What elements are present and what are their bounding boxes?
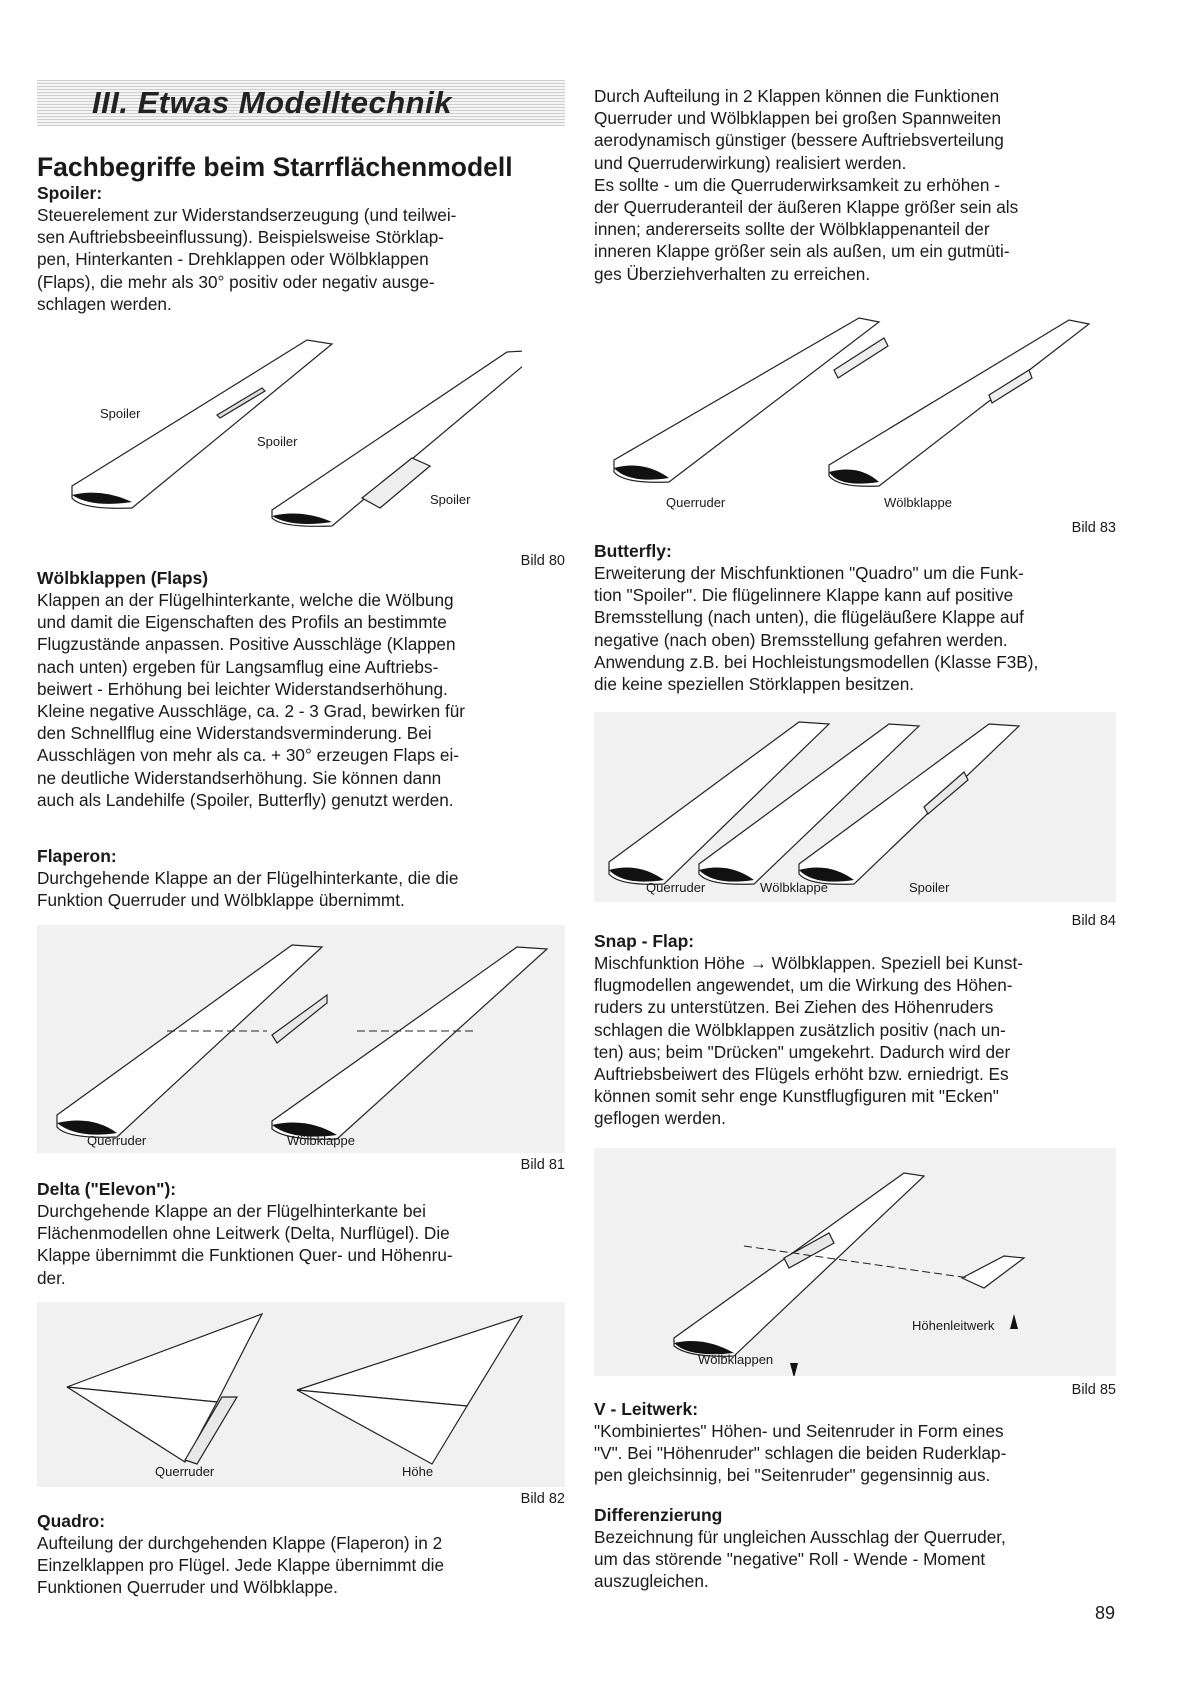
figure-81-drawing xyxy=(37,925,565,1153)
figure-84 xyxy=(594,712,1116,902)
chapter-banner xyxy=(37,80,565,126)
section-snapflap xyxy=(594,930,1116,1130)
arrow-down-icon xyxy=(790,1363,798,1376)
fig80-label-2: Spoiler xyxy=(257,434,298,449)
section-intro xyxy=(594,85,1116,285)
heading-delta: Delta ("Elevon"): xyxy=(37,1179,177,1199)
fig82-label-1: Querruder xyxy=(155,1464,215,1479)
arrow-up-icon xyxy=(1010,1314,1018,1329)
figure-83 xyxy=(594,300,1116,515)
section-butterfly xyxy=(594,540,1116,695)
fig84-label-1: Querruder xyxy=(646,880,706,895)
bild-80: Bild 80 xyxy=(520,553,565,569)
heading-flaps: Wölbklappen (Flaps) xyxy=(37,568,209,588)
heading-quadro: Quadro: xyxy=(37,1511,106,1531)
heading-vleitwerk: V - Leitwerk: xyxy=(594,1399,699,1419)
fig82-label-2: Höhe xyxy=(402,1464,434,1479)
section-flaperon xyxy=(37,845,565,911)
text-flaperon: Durchgehende Klappe an der Flügelhinterkante, die die Funktion Querruder und Wölbklappe übernimmt. xyxy=(37,868,459,911)
figure-85-drawing xyxy=(594,1148,1116,1376)
text-differenzierung: Bezeichnung für ungleichen Ausschlag der Querruder, um das störende "negative" Roll - Wende - Moment auszugleichen. xyxy=(594,1527,1006,1592)
bild-85: Bild 85 xyxy=(1071,1382,1116,1398)
fig83-label-1: Querruder xyxy=(666,495,726,510)
bild-83: Bild 83 xyxy=(1071,520,1116,536)
figure-82-drawing xyxy=(37,1302,565,1487)
figure-82 xyxy=(37,1302,565,1487)
section-vleitwerk xyxy=(594,1398,1116,1487)
text-spoiler: Steuerelement zur Widerstandserzeugung (und teilwei- sen Auftriebsbeeinflussung). Beispielsweise Störklap- pen, Hinterkanten - Drehklappen oder Wölbklappen (Flaps), die mehr als 30° positiv oder negativ ausge- schlagen werden. xyxy=(37,205,457,314)
bild-82: Bild 82 xyxy=(520,1491,565,1507)
text-intro: Durch Aufteilung in 2 Klappen können die Funktionen Querruder und Wölbklappen bei großen Spannweiten aerodynamisch günstiger (bessere Auftriebsverteilung und Querruderwirkung) realisiert werden. Es sollte - um die Querruderwirksamkeit zu erhöhen - der Querruderanteil der äußeren Klappe größer sein als innen; andererseits sollte der Wölbklappenanteil der inneren Klappe größer sein als außen, um ein gutmüti- ges Überziehverhalten zu erreichen. xyxy=(594,86,1019,284)
heading-differenzierung: Differenzierung xyxy=(594,1505,723,1525)
fig83-label-2: Wölbklappe xyxy=(884,495,952,510)
fig84-label-3: Spoiler xyxy=(909,880,950,895)
page-title: Fachbegriffe beim Starrflächenmodell xyxy=(37,152,513,182)
bild-81: Bild 81 xyxy=(520,1157,565,1173)
heading-flaperon: Flaperon: xyxy=(37,846,117,866)
section-quadro xyxy=(37,1510,565,1599)
section-flaps xyxy=(37,567,565,811)
chapter-title: III. Etwas Modelltechnik xyxy=(92,85,452,120)
figure-85 xyxy=(594,1148,1116,1376)
fig81-label-2: Wölbklappe xyxy=(287,1133,355,1148)
bild-84: Bild 84 xyxy=(1071,913,1116,929)
text-flaps: Klappen an der Flügelhinterkante, welche die Wölbung und damit die Eigenschaften des Profils an bestimmte Flugzustände anpassen. Positive Ausschläge (Klappen nach unten) ergeben für Langsamflug eine Auftriebs- beiwert - Erhöhung bei leichter Widerstandserhöhung. Kleine negative Ausschläge, ca. 2 - 3 Grad, bewirken für den Schnellflug eine Widerstandsverminderung. Bei Ausschlägen von mehr als ca. + 30° erzeugen Flaps ei- ne deutliche Widerstandserhöhung. Sie können dann auch als Landehilfe (Spoiler, Butterfly) genutzt werden. xyxy=(37,590,466,810)
section-delta xyxy=(37,1178,565,1289)
figure-80 xyxy=(62,330,522,540)
section-differenzierung xyxy=(594,1504,1116,1593)
fig80-label-1: Spoiler xyxy=(100,406,141,421)
text-delta: Durchgehende Klappe an der Flügelhinterkante bei Flächenmodellen ohne Leitwerk (Delta, Nurflügel). Die Klappe übernimmt die Funktionen Quer- und Höhenru- der. xyxy=(37,1201,453,1288)
fig81-label-1: Querruder xyxy=(87,1133,147,1148)
fig85-label-1: Höhenleitwerk xyxy=(912,1318,995,1333)
page-number: 89 xyxy=(1095,1603,1116,1623)
text-butterfly: Erweiterung der Mischfunktionen "Quadro" um die Funk- tion "Spoiler". Die flügelinnere Klappe kann auf positive Bremsstellung (nach unten), die flügeläußere Klappe auf negative (nach oben) Bremsstellung gefahren werden. Anwendung z.B. bei Hochleistungsmodellen (Klasse F3B), die keine speziellen Störklappen besitzen. xyxy=(594,563,1039,695)
text-snapflap: Mischfunktion Höhe → Wölbklappen. Speziell bei Kunst- flugmodellen angewendet, um die Wirkung des Höhen- ruders zu unterstützen. Bei Ziehen des Höhenruders schlagen die Wölbklappen zusätzlich positiv (nach un- ten) aus; beim "Drücken" umgekehrt. Dadurch wird der Auftriebsbeiwert des Flügels erhöht bzw. erniedrigt. Es können somit sehr enge Kunstflugfiguren mit "Ecken" geflogen werden. xyxy=(594,953,1023,1129)
figure-81 xyxy=(37,925,565,1153)
heading-spoiler: Spoiler: xyxy=(37,183,103,203)
fig80-label-3: Spoiler xyxy=(430,492,471,507)
fig85-label-2: Wölbklappen xyxy=(698,1352,774,1367)
figure-84-drawing xyxy=(594,712,1116,902)
figure-83-drawing xyxy=(594,300,1116,515)
text-quadro: Aufteilung der durchgehenden Klappe (Flaperon) in 2 Einzelklappen pro Flügel. Jede Klappe übernimmt die Funktionen Querruder und Wölbklappe. xyxy=(37,1533,445,1598)
section-spoiler xyxy=(37,182,565,315)
fig84-label-2: Wölbklappe xyxy=(760,880,828,895)
heading-snapflap: Snap - Flap: xyxy=(594,931,695,951)
heading-butterfly: Butterfly: xyxy=(594,541,672,561)
text-vleitwerk: "Kombiniertes" Höhen- und Seitenruder in Form eines "V". Bei "Höhenruder" schlagen die beiden Ruderklap- pen gleichsinnig, bei "Seitenruder" gegensinnig aus. xyxy=(594,1421,1007,1486)
